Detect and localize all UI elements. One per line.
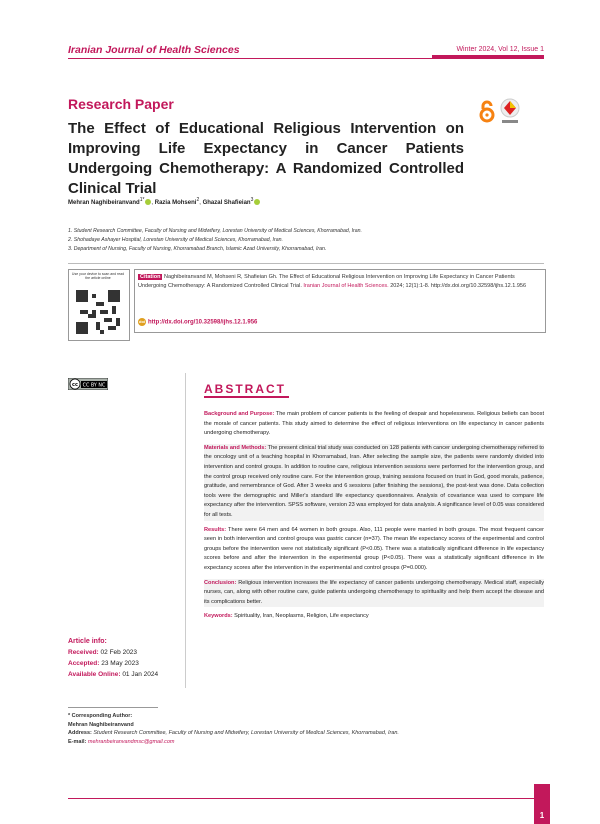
corresponding-name: Mehran Naghibeiranvand (68, 721, 134, 728)
affiliation-1: 1. Student Research Committee, Faculty of Nursing and Midwifery, Lorestan University of Medical Sciences, Khorramabad, Iran. (68, 228, 362, 234)
divider (68, 263, 544, 264)
abstract-body (204, 410, 544, 627)
author-2: Razia Mohseni (154, 200, 197, 206)
issue-info: Winter 2024, Vol 12, Issue 1 (456, 46, 544, 53)
abstract-methods (204, 444, 544, 521)
citation-text (138, 273, 540, 291)
paper-title: The Effect of Educational Religious Intervention on Improving Life Expectancy in Cancer Patients Undergoing Chemotherapy: A Randomized Controlled Clinical Trial (68, 120, 464, 197)
online-date: 01 Jan 2024 (122, 671, 159, 678)
qr-code-icon[interactable] (76, 290, 120, 334)
corresponding-author (68, 712, 544, 746)
address-text: Student Research Committee, Faculty of Nursing and Midwifery, Lorestan University of Medical Sciences, Khorramabad, Iran. (93, 730, 399, 736)
corresponding-heading: * Corresponding Author: (68, 713, 133, 719)
paper-type: Research Paper (68, 96, 174, 112)
background-text: The main problem of cancer patients is the feeling of despair and hopelessness. Religious beliefs can boost the morale of cancer patients. This study aimed to determine the effect of religious interventions on life expectancy in cancer patients undergoing chemotherapy. (204, 411, 545, 437)
article-info-heading: Article info: (68, 638, 107, 645)
header-accent-bar (432, 55, 544, 59)
cc-mark: cc (72, 382, 78, 388)
column-divider (185, 373, 186, 688)
author-2-sup: 2 (196, 197, 200, 203)
conclusion-text: Religious intervention increases the life expectancy of cancer patients undergoing chemotherapy. Medical staff, especially nurses, can, along with other routine care, guide patients undergoing chemotherapy to spirituality and help them accept the disease and its complications better. (204, 579, 544, 605)
license-text: CC BY NC (82, 383, 106, 389)
doi-url[interactable]: http://dx.doi.org/10.32598/ijhs.12.1.956 (148, 319, 258, 326)
orcid-icon[interactable] (254, 199, 260, 205)
author-list: Mehran Naghibeiranvand$^{1*}$ , Razia Mohseni$^2$, Ghazal Shafieian$^3$ (68, 197, 260, 206)
conclusion-label: Conclusion: (204, 579, 237, 586)
methods-text: The present clinical trial study was conducted on 128 patients with cancer undergoing chemotherapy referred to the oncology unit of a teaching hospital in Khorramabad, Iran. After selecting the sample size, the patients were randomly divided into intervention and control groups. In addition to routine care, religious intervention sessions were performed for the intervention group, and the control group received only routine care. For the intervention group, training sessions focused on trust in God, good morals, patience, gratitude, and remembrance of God. After 3 weeks and 6 sessions (after finishing the sessions), the post-test was done. Data collection tools were the demographic and Miller's standard life expectancy questionnaires. Analysis of covariance was used to compare life expectancy after the intervention. SPSS software, version 23 was employed for data analysis. A significance level of 0.05 was considered for all tests. (204, 444, 544, 518)
email-label: E-mail: (68, 738, 87, 745)
author-1-sup: 1* (139, 197, 145, 203)
results-text: There were 64 men and 64 women in both groups. Also, 111 people were married in both groups. The most frequent cancer seen in both intervention and control groups was gastric cancer (n=37). The mean life expectancy scores of the experimental and control groups before the intervention were not statistically significant (P<0.05). There was a statistically significant difference in life expectancy scores before and after the intervention in the experimental group (P<0.05). There was a statistically significant difference in life expectancy scores after the intervention in the experimental and control groups (P=0.000). (204, 526, 544, 571)
author-1: Mehran Naghibeiranvand (68, 200, 140, 206)
affiliation-2: 2. Shohadaye Ashayer Hospital, Lorestan University of Medical Sciences, Khorramabad, Iran. (68, 237, 283, 243)
doi-link[interactable] (138, 318, 257, 326)
doi-icon: doi (139, 319, 145, 324)
keywords-label: Keywords: (204, 613, 233, 620)
online-row (68, 669, 158, 680)
open-access-icon (476, 100, 498, 124)
citation-rest: 2024; 12(1):1-8. http://dx.doi.org/10.32598/ijhs.12.1.956 (390, 283, 527, 289)
abstract-heading: ABSTRACT (204, 382, 286, 396)
affiliation-3: 3. Department of Nursing, Faculty of Nursing, Khorramabad Branch, Islamic Azad University, Khorramabad, Iran. (68, 246, 327, 252)
accepted-row (68, 658, 158, 669)
address-label: Address: (68, 730, 92, 736)
online-label: Available Online: (68, 671, 121, 678)
methods-label: Materials and Methods: (204, 444, 267, 451)
accepted-date: 23 May 2023 (101, 660, 139, 667)
author-3-sup: 3 (250, 197, 254, 203)
abstract-background (204, 410, 544, 439)
citation-tag: Citation (140, 274, 161, 280)
received-row (68, 647, 158, 658)
crossmark-icon[interactable] (500, 98, 520, 126)
author-3: Ghazal Shafieian (202, 200, 251, 206)
creative-commons-icon[interactable] (68, 378, 108, 390)
abstract-heading-rule (204, 396, 289, 398)
abstract-conclusion (204, 579, 544, 608)
orcid-icon[interactable] (145, 199, 151, 205)
affiliations (68, 227, 538, 254)
citation-body: Naghibeiranvand M, Mohseni R, Shafieian Gh. The Effect of Educational Religious Intervention on Improving Life Expectancy in Cancer Patients Undergoing Chemotherapy: A Randomized Controlled Clinical Trial. (138, 274, 515, 289)
accepted-label: Accepted: (68, 660, 100, 667)
abstract-results (204, 526, 544, 574)
received-label: Received: (68, 649, 99, 656)
citation-journal[interactable]: Iranian Journal of Health Sciences. (303, 283, 389, 289)
article-info (68, 636, 158, 680)
journal-name: Iranian Journal of Health Sciences (68, 44, 240, 56)
qr-label: Use your device to scan and read the article online (71, 272, 125, 280)
keywords-text: Spirituality, Iran, Neoplasms, Religion, Life expectancy (234, 613, 369, 620)
footer-rule (68, 798, 534, 799)
page-number: 1 (534, 784, 550, 824)
received-date: 02 Feb 2023 (100, 649, 138, 656)
corresponding-rule (68, 707, 158, 708)
background-label: Background and Purpose: (204, 411, 275, 417)
keywords (204, 612, 544, 622)
email-link[interactable]: mehranbeiranvandmsc@gmail.com (87, 738, 175, 745)
results-label: Results: (204, 526, 227, 533)
